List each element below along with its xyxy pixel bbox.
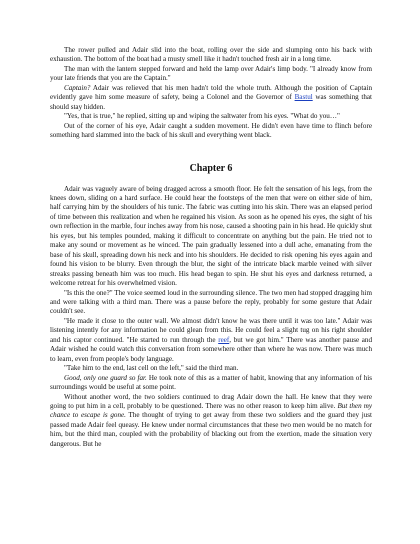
chapter-heading: Chapter 6 [189, 162, 233, 174]
text-run: "Take him to the end, last cell on the left," said the third man. [64, 364, 239, 373]
paragraph [50, 374, 372, 393]
text-block-chapter-body [50, 185, 372, 450]
italic-text: Good, only one guard so far. [64, 373, 147, 382]
hyperlink[interactable]: reef [218, 335, 230, 344]
paragraph [50, 393, 372, 450]
text-block-before-chapter [50, 46, 372, 141]
paragraph [50, 46, 372, 65]
paragraph [50, 122, 372, 141]
italic-text: Captain? [64, 83, 91, 92]
paragraph [50, 185, 372, 289]
text-run: The rower pulled and Adair slid into the boat, rolling over the side and slumping onto his back with exhaustion. The bottom of the boat had a musty smell like it hadn't touched fresh air in a long time. [50, 46, 372, 64]
text-run: He took note of this as a matter of habit, knowing that any information of his surroundings would be useful at some point. [50, 373, 372, 392]
paragraph [50, 84, 372, 112]
paragraph [50, 289, 372, 317]
text-run: "He made it close to the outer wall. We almost didn't know he was there until it was too late." Adair was listening intently for any information he could glean from this. He could feel a slight tug on his right shoulder and his captor continued. "He started to run through the [50, 316, 372, 344]
text-run: Adair was relieved that his men hadn't told the whole truth. Although the position of Captain evidently gave him some measure of safety, being a Colonel and the Governor of [50, 83, 372, 102]
text-run: "Is this the one?" The voice seemed loud in the surrounding silence. The two men had stopped dragging him and were talking with a third man. There was a pause before the reply, probably for some gesture that Adair couldn't see. [50, 288, 372, 316]
paragraph [50, 112, 372, 121]
text-run: "Yes, that is true," he replied, sitting up and wiping the saltwater from his eyes. "What do you…" [64, 112, 340, 121]
text-run: The thought of trying to get away from these two soldiers and the guard they just passed made Adair feel queasy. He knew under normal circumstances that these two men would be no match for him, but the third man, coupled with the probability of blacking out from the exertion, made the situation very dangerous. But he [50, 411, 372, 448]
paragraph [50, 317, 372, 364]
paragraph [50, 65, 372, 84]
text-run: , but we got him." There was another pause and Adair wished he could watch this conversation from somewhere other than where he was now. There was much to learn, even from people's body language. [50, 335, 372, 363]
text-run: The man with the lantern stepped forward and held the lamp over Adair's limp body. "I already know from your late friends that you are the Captain." [50, 64, 372, 83]
paragraph [50, 364, 372, 373]
text-run: was something that should stay hidden. [50, 93, 373, 111]
italic-text: But then my chance to escape is gone. [50, 401, 372, 420]
text-run: Without another word, the two soldiers continued to drag Adair down the hall. He knew that they were going to put him in a cell, probably to be questioned. There was no other reason to keep him alive. [50, 392, 372, 410]
hyperlink[interactable]: Bastul [294, 93, 313, 102]
text-run: Adair was vaguely aware of being dragged across a smooth floor. He felt the sensation of his legs, from the knees down, sliding on a hard surface. He could hear the footsteps of the men that were on either side of him, half carrying him by the shoulders of his tunic. The fabric was cutting into his skin. There was an elapsed period of time between this realization and when he regained his vision. As soon as he opened his eyes, the sight of his own reflection in the marble, four inches away from his nose, caused a shooting pain in his head. He quickly shut his eyes, but his temples pounded, making it difficult to concentrate on anything but the pain. He tried not to make any sound or movement as he winced. The pain gradually lessened into a dull ache, emanating from the base of his skull, spreading down his neck and into his shoulders. He decided to risk opening his eyes again and found his vision to be blurry. Even through the blur, the sight of the intricate black marble veined with silver streaks passing beneath him was too much. His head began to spin. He shut his eyes and darkness returned, a welcome retreat for his overwhelmed vision. [50, 184, 372, 288]
text-run: Out of the corner of his eye, Adair caught a sudden movement. He didn't even have time to flinch before something hard slammed into the back of his skull and everything went black. [50, 121, 372, 140]
